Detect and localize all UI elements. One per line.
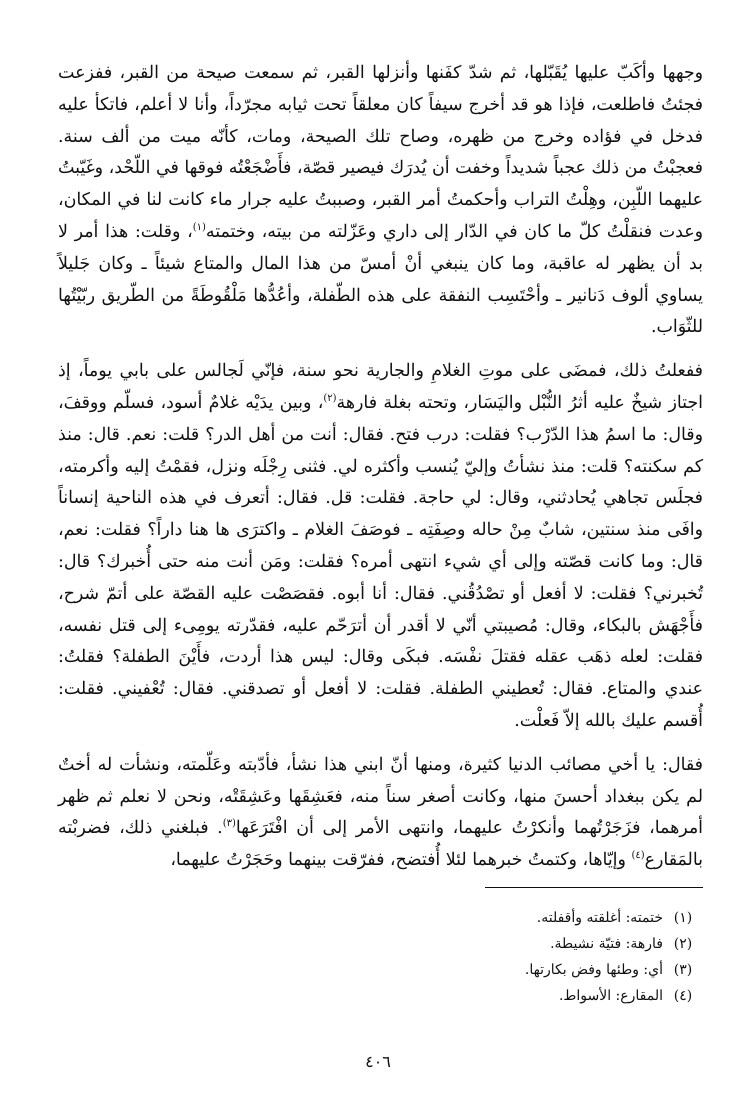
paragraph-3-text-1: فقال: يا أخي مصائب الدنيا كثيرة، ومنها أنّ ابني هذا نشأ، فأدّبته وعَلّمته، ونشأت له أختٌ لم يكن ببغداد أحسنَ منها، وكانت أصغر سناً منه، فعَشِقَها وعَشِقَتْه، ونحن لا نعلم ثم ظهر أمرهما، فزَجَرْتُهما وأنكرْتُ عليهما، وانتهى الأمر إلى أن افْتَرَعَها: [58, 754, 703, 839]
paragraph-3: [58, 750, 703, 877]
footnote-ref-4: (٤): [631, 850, 645, 862]
footnote-number: (٢): [673, 936, 693, 952]
footnote-item: [300, 983, 703, 1009]
footnote-item: [300, 931, 703, 957]
footnote-ref-3: (٣): [222, 818, 236, 830]
paragraph-1: [58, 58, 703, 344]
footnote-divider: [485, 887, 703, 888]
footnote-text: أي: وطئها وفض بكارتها.: [524, 962, 663, 978]
footnote-number: (٤): [673, 988, 693, 1004]
footnote-number: (١): [673, 910, 693, 926]
footnote-item: [300, 957, 703, 983]
body-text: [58, 58, 703, 889]
paragraph-3-text-3: وإيّاها، وكتمتُ خبرهما لئلا أُفتضح، ففرّقت بينهما وحَجَرْتُ عليهما،: [170, 850, 632, 871]
footnote-text: فارهة: فتيّة نشيطة.: [550, 936, 663, 952]
paragraph-1-text-1: وجهها وأكَبّ عليها يُقَبّلها، ثم شدّ كفَنها وأنزلها القبر، ثم سمعت صيحة من القبر، ففزعت فجئتُ فاطلعت، فإذا هو قد أخرج سيفاً كان معلقاً تحت ثيابه مجرّداً، وأنا لا أعلم، فاتكأ عليه فدخل في فؤاده وخرج من ظهره، وصاح تلك الصيحة، ومات، كأنّه ميت من ألف سنة. فعجبْتُ من ذلك عجباً شديداً وخفت أن يُدرَك فيصير قصّة، فأَضْجَعْتُه فوقها في اللّحْد، وغَيّبتُ عليهما اللّبِن، وهِلْتُ التراب وأحكمتُ أمر القبر، وصببتُ عليه جرار ماء كانت لنا في المكان، وعدت فنقلْتُ كلّ ما كان في الدّار إلى داري وعَزّلته من بيته، وختمته: [58, 63, 704, 242]
page-number: ٤٠٦: [365, 1052, 391, 1071]
paragraph-2-text-2: ، وبين يدَيْه غلامٌ أسود، فسلّم ووقفَ، وقال: ما اسمُ هذا الدّرْب؟ فقلت: درب فتح. فقال: أنت من أهل الدر؟ قلت: نعم. قال: منذ كم سكنته؟ قلت: منذ نشأتُ وإليّ يُنسب وأكثره لي. فثنى رِجْلَه ونزل، فقمْتُ إليه وأكرمته، فجلَس تجاهي يُحادثني، وقال: لي حاجة. فقلت: قل. فقال: أتعرف في هذه الناحية إنساناً وافَى منذ سنتين، شابٌ مِنْ حاله وصِفَتِه ـ فوصَفَ الغلام ـ واكترَى ها هنا داراً؟ فقلت: نعم، قال: وما كانت قصّته وإلى أي شيء انتهى أمره؟ فقلت: ومَن أنت منه حتى أُخبرك؟ قال: تُخبرني؟ فقلت: لا أفعل أو تصْدُقُني. فقال: أنا أبوه. فقصَصْت عليه القصّة على أتمّ شرح، فأَجْهَش بالبكاء، وقال: مُصيبتي أنّي لا أقدر أن أترَحّم عليه، فقدّرته يومِىء إلى قتل نفسه، فقلت: لعله ذهَب عقله فقتلَ نفْسَه. فبكَى وقال: ليس هذا أردت، فأَيْنَ الطفلة؟ فقلتُ: عندي والمتاع. فقال: تُعطيني الطفلة. فقلت: لا أفعل أو تصدقني. فقال: تُعْفيني. فقلت: أُقسم عليك بالله إلاّ فَعلْت.: [58, 392, 703, 731]
paragraph-2-text-1: ففعلتُ ذلك، فمضَى على موتِ الغلامِ والجارية نحو سنة، فإنّي لَجالس على بابي يوماً، إذ اجتاز شيخٌ عليه أثرُ النُّبْل واليَسَار، وتحته بغلة فارهة: [58, 361, 703, 413]
footnote-ref-1: (١): [192, 222, 206, 234]
footnote-text: المقارع: الأسواط.: [558, 988, 663, 1004]
paragraph-3-text-2: . فبلغني ذلك، فضربْته بالمَقارع: [58, 818, 703, 871]
paragraph-1-text-2: ، وقلت: هذا أمر لا بد أن يظهر له عاقبة، وما كان ينبغي أنْ أمسّ من هذا المال والمتاع شيئاً ـ وكان جَليلاً يساوي ألوف دَنانير ـ وأحْتَسِب النفقة على هذه الطّفلة، وأعُدُّها مَلْقُوطَةً من الطّريق ربّيْتُها للثّوَاب.: [58, 221, 703, 338]
footnote-ref-2: (٢): [323, 393, 337, 405]
footnote-text: ختمته: أغلقته وأقفلته.: [536, 910, 663, 926]
paragraph-2: [58, 356, 703, 738]
footnote-number: (٣): [673, 962, 693, 978]
footnotes: [300, 905, 703, 1009]
footnote-item: [300, 905, 703, 931]
